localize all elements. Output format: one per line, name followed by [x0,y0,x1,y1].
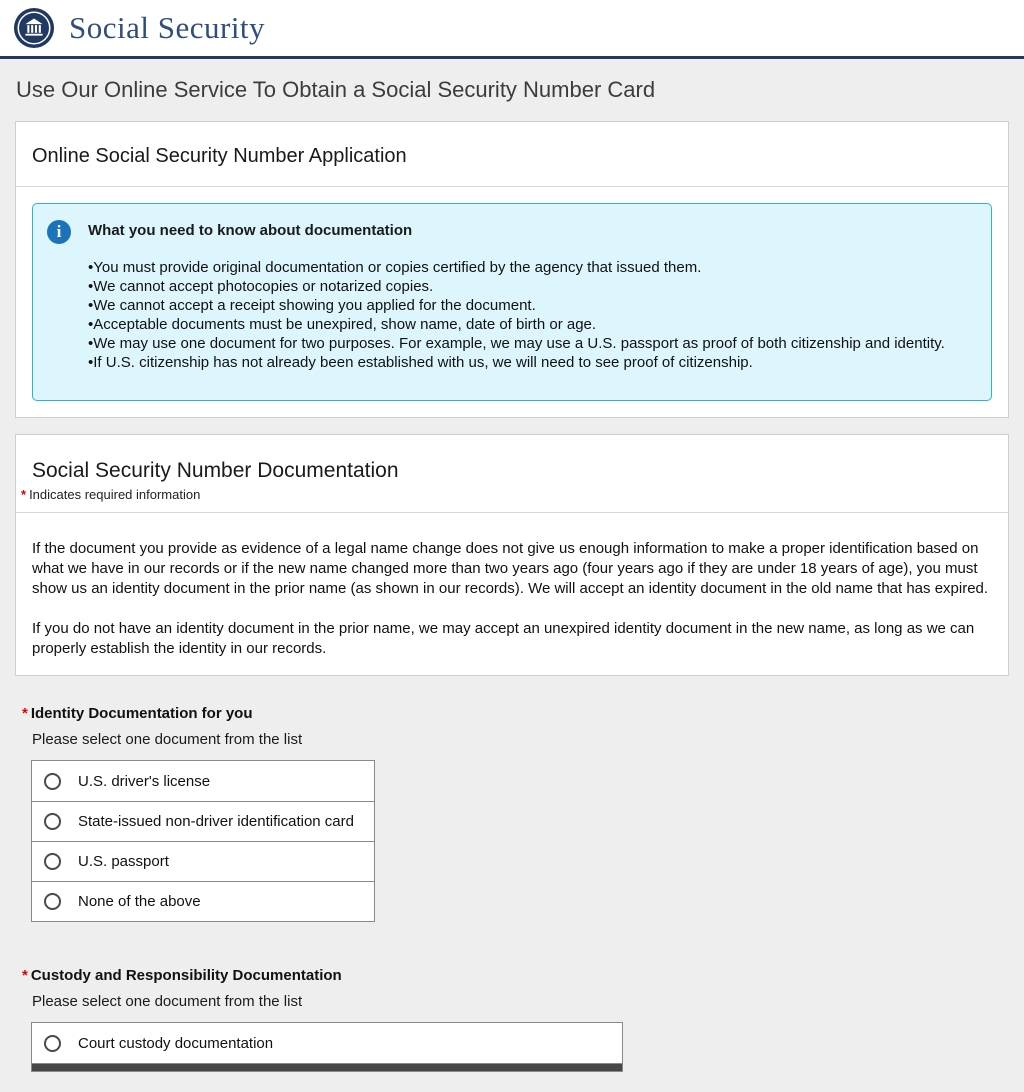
radio-button-icon[interactable] [44,773,61,790]
paragraph: If you do not have an identity document in the prior name, we may accept an unexpired identity document in the new name, as long as we can properly establish the identity in our records. [32,620,975,657]
info-box-title: What you need to know about documentation [88,222,413,239]
radio-option-label: None of the above [78,893,201,910]
required-note [21,487,992,502]
identity-section-instruction: Please select one document from the list [32,731,303,748]
application-card [15,121,1009,418]
info-bullet: • You must provide original documentation or copies certified by the agency that issued them. [88,258,973,277]
application-card-header [16,122,1008,186]
info-box-content [88,218,973,372]
radio-option-row[interactable] [32,1023,622,1063]
identity-option-rows [32,761,374,921]
required-note-text: Indicates required information [29,487,201,502]
custody-option-list [31,1022,623,1072]
radio-option-label: Court custody documentation [78,1034,274,1052]
custody-section [15,968,1009,1072]
radio-button-icon[interactable] [44,853,61,870]
custody-section-instruction: Please select one document from the list [32,993,303,1010]
radio-button-icon[interactable] [44,813,61,830]
info-bullet: • We cannot accept photocopies or notarized copies. [88,277,973,296]
documentation-card-title: Social Security Number Documentation [32,459,399,482]
radio-button-icon[interactable] [44,1035,61,1052]
info-bullet: • We cannot accept a receipt showing you applied for the document. [88,296,973,315]
identity-option-list [31,760,375,922]
documentation-card-header [16,435,1008,512]
documentation-paragraphs [16,513,1008,675]
radio-option-row[interactable] [32,841,374,881]
documentation-card [15,434,1009,676]
custody-section-label-row [15,968,1009,984]
radio-button-icon[interactable] [44,893,61,910]
ssa-seal-icon [13,7,55,49]
info-icon: i [47,220,71,244]
radio-option-row[interactable] [32,801,374,841]
info-bullet-list [88,258,973,372]
identity-section-label-row [15,706,1009,722]
info-bullet: • We may use one document for two purposes. For example, we may use a U.S. passport as proof of both citizenship and identity. [88,334,973,353]
brand-name: Social Security [69,10,266,45]
radio-option-label: U.S. passport [78,853,169,870]
identity-section [15,706,1009,922]
identity-section-label: Identity Documentation for you [30,705,253,722]
paragraph: If the document you provide as evidence of a legal name change does not give us enough information to make a proper identification based on what we have in our records or if the new name changed more than two years ago (four years ago if they are under 18 years of age), you must show us an identity document in the prior name (as shown in our records). We will accept an identity document in the old name that has expired. [32,540,989,597]
radio-option-row[interactable] [32,881,374,921]
required-asterisk-icon: * [21,487,27,502]
required-asterisk-icon: * [22,705,28,722]
clipped-option-row[interactable] [32,1063,622,1071]
application-card-title: Online Social Security Number Application [32,145,407,167]
radio-option-label: U.S. driver's license [78,772,211,790]
divider [16,186,1008,187]
required-asterisk-icon: * [22,967,28,984]
info-bullet: • If U.S. citizenship has not already been established with us, we will need to see proof of citizenship. [88,353,973,372]
site-header [0,0,1024,59]
radio-option-label: State-issued non-driver identification card [78,813,354,830]
radio-option-row[interactable] [32,761,374,801]
page-title: Use Our Online Service To Obtain a Social Security Number Card [16,77,656,102]
custody-section-label: Custody and Responsibility Documentation [30,967,342,984]
info-bullet: • Acceptable documents must be unexpired, show name, date of birth or age. [88,315,973,334]
custody-option-rows [32,1023,622,1063]
info-box [32,203,992,401]
